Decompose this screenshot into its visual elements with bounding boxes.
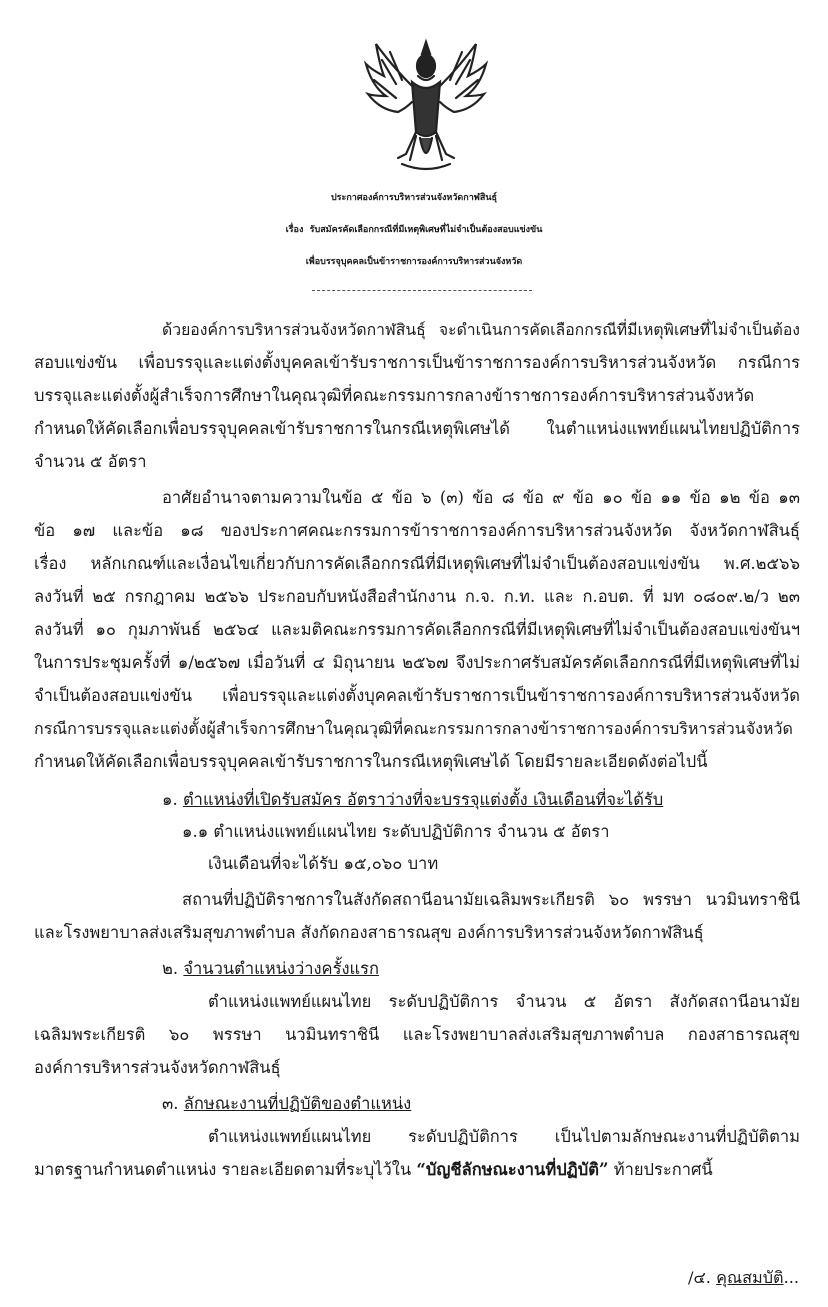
section3-number: ๓. bbox=[162, 1094, 179, 1113]
section2-line-1: ตำแหน่งแพทย์แผนไทย ระดับปฏิบัติการ จำนวน ๕ อัตรา สังกัดสถานีอนามัย bbox=[208, 992, 800, 1011]
section3-heading: ลักษณะงานที่ปฏิบัติของตำแหน่ง bbox=[183, 1094, 412, 1113]
section3-line-2 bbox=[34, 1158, 713, 1182]
header-divider bbox=[312, 290, 532, 291]
section2-number: ๒. bbox=[162, 959, 179, 978]
para2-line-9: กำหนดให้คัดเลือกเพื่อบรรจุบุคคลเข้ารับราชการในกรณีเหตุพิเศษได้ โดยมีรายละเอียดดังต่อไปนี้ bbox=[34, 752, 708, 771]
section3-heading-row bbox=[162, 1092, 411, 1116]
next-page-prefix: /๔. bbox=[688, 1268, 711, 1287]
section3-line-2-post: ท้ายประกาศนี้ bbox=[608, 1160, 713, 1179]
para2-line-7: จำเป็นต้องสอบแข่งขัน เพื่อบรรจุและแต่งตั้งบุคคลเข้ารับราชการเป็นข้าราชการองค์การบริหารส่วนจังหวัด bbox=[34, 686, 800, 705]
para1-line-1: ด้วยองค์การบริหารส่วนจังหวัดกาฬสินธุ์ จะดำเนินการคัดเลือกกรณีที่มีเหตุพิเศษที่ไม่จำเป็นต้อง bbox=[162, 320, 800, 339]
section1-number: ๑. bbox=[162, 790, 178, 809]
subject-line-2: เพื่อบรรจุบุคคลเป็นข้าราชการองค์การบริหารส่วนจังหวัด bbox=[305, 257, 523, 267]
section3-line-1: ตำแหน่งแพทย์แผนไทย ระดับปฏิบัติการ เป็นไปตามลักษณะงานที่ปฏิบัติตาม bbox=[208, 1127, 800, 1146]
section1-heading-row bbox=[162, 788, 663, 812]
subject-line-1 bbox=[0, 216, 828, 244]
para1-line-4: กำหนดให้คัดเลือกเพื่อบรรจุบุคคลเข้ารับราชการในกรณีเหตุพิเศษได้ ในตำแหน่งแพทย์แผนไทยปฏิบัติการ bbox=[34, 419, 800, 438]
garuda-emblem-icon bbox=[362, 36, 490, 176]
para2-line-5: ลงวันที่ ๑๐ กุมภาพันธ์ ๒๕๖๔ และมติคณะกรรมการคัดเลือกกรณีที่มีเหตุพิเศษที่ไม่จำเป็นต้องสอบแข่งขันฯ bbox=[34, 620, 800, 639]
para2-line-4: ลงวันที่ ๒๕ กรกฎาคม ๒๕๖๖ ประกอบกับหนังสือสำนักงาน ก.จ. ก.ท. และ ก.อบต. ที่ มท ๐๘๐๙.๒/ว ๒๓ bbox=[34, 587, 800, 606]
para2-line-3: เรื่อง หลักเกณฑ์และเงื่อนไขเกี่ยวกับการคัดเลือกกรณีที่มีเหตุพิเศษที่ไม่จำเป็นต้องสอบแข่งขัน พ.ศ.๒๕๖๖ bbox=[34, 554, 800, 573]
section1-heading: ตำแหน่งที่เปิดรับสมัคร อัตราว่างที่จะบรรจุแต่งตั้ง เงินเดือนที่จะได้รับ bbox=[182, 790, 664, 809]
next-page-marker bbox=[688, 1266, 799, 1290]
task-list-title: “บัญชีลักษณะงานที่ปฏิบัติ” bbox=[416, 1160, 609, 1179]
section2-line-3: องค์การบริหารส่วนจังหวัดกาฬสินธุ์ bbox=[34, 1058, 281, 1077]
section1-salary: เงินเดือนที่จะได้รับ ๑๕,๐๖๐ บาท bbox=[208, 854, 439, 873]
para2-line-6: ในการประชุมครั้งที่ ๑/๒๕๖๗ เมื่อวันที่ ๔ มิถุนายน ๒๕๖๗ จึงประกาศรับสมัครคัดเลือกกรณีที่มีเหตุพิเศษที่ไม่ bbox=[34, 653, 800, 672]
next-page-ellipsis: ... bbox=[783, 1268, 800, 1287]
para2-line-1: อาศัยอำนาจตามความในข้อ ๕ ข้อ ๖ (๓) ข้อ ๘ ข้อ ๙ ข้อ ๑๐ ข้อ ๑๑ ข้อ ๑๒ ข้อ ๑๓ bbox=[162, 488, 800, 507]
section1-place-line-2: และโรงพยาบาลส่งเสริมสุขภาพตำบล สังกัดกองสาธารณสุข องค์การบริหารส่วนจังหวัดกาฬสินธุ์ bbox=[34, 923, 704, 942]
para1-line-3: บรรจุและแต่งตั้งผู้สำเร็จการศึกษาในคุณวุฒิที่คณะกรรมการกลางข้าราชการองค์การบริหารส่วนจังหวัด bbox=[34, 386, 755, 405]
para2-line-2: ข้อ ๑๗ และข้อ ๑๘ ของประกาศคณะกรรมการข้าราชการองค์การบริหารส่วนจังหวัด จังหวัดกาฬสินธุ์ bbox=[34, 521, 800, 540]
section1-item: ๑.๑ ตำแหน่งแพทย์แผนไทย ระดับปฏิบัติการ จำนวน ๕ อัตรา bbox=[182, 822, 610, 841]
section3-line-2-pre: มาตรฐานกำหนดตำแหน่ง รายละเอียดตามที่ระบุไว้ใน bbox=[34, 1160, 417, 1179]
subject-text-1: รับสมัครคัดเลือกกรณีที่มีเหตุพิเศษที่ไม่จำเป็นต้องสอบแข่งขัน bbox=[309, 225, 543, 235]
para1-line-5: จำนวน ๕ อัตรา bbox=[34, 452, 147, 471]
para1-line-2: สอบแข่งขัน เพื่อบรรจุและแต่งตั้งบุคคลเข้ารับราชการเป็นข้าราชการองค์การบริหารส่วนจังหวัด กรณีการ bbox=[34, 353, 800, 372]
section2-heading: จำนวนตำแหน่งว่างครั้งแรก bbox=[183, 959, 379, 978]
announcement-title: ประกาศองค์การบริหารส่วนจังหวัดกาฬสินธุ์ bbox=[330, 193, 498, 203]
subject-label: เรื่อง bbox=[285, 225, 304, 235]
section2-line-2: เฉลิมพระเกียรติ ๖๐ พรรษา นวมินทราชินี และโรงพยาบาลส่งเสริมสุขภาพตำบล กองสาธารณสุข bbox=[34, 1025, 800, 1044]
para2-line-8: กรณีการบรรจุและแต่งตั้งผู้สำเร็จการศึกษาในคุณวุฒิที่คณะกรรมการกลางข้าราชการองค์การบริหารส่วนจังหวัด bbox=[34, 719, 793, 738]
next-page-link: คุณสมบัติ bbox=[716, 1268, 784, 1287]
section1-place-line-1: สถานที่ปฏิบัติราชการในสังกัดสถานีอนามัยเฉลิมพระเกียรติ ๖๐ พรรษา นวมินทราชินี bbox=[182, 890, 800, 909]
section2-heading-row bbox=[162, 957, 379, 981]
